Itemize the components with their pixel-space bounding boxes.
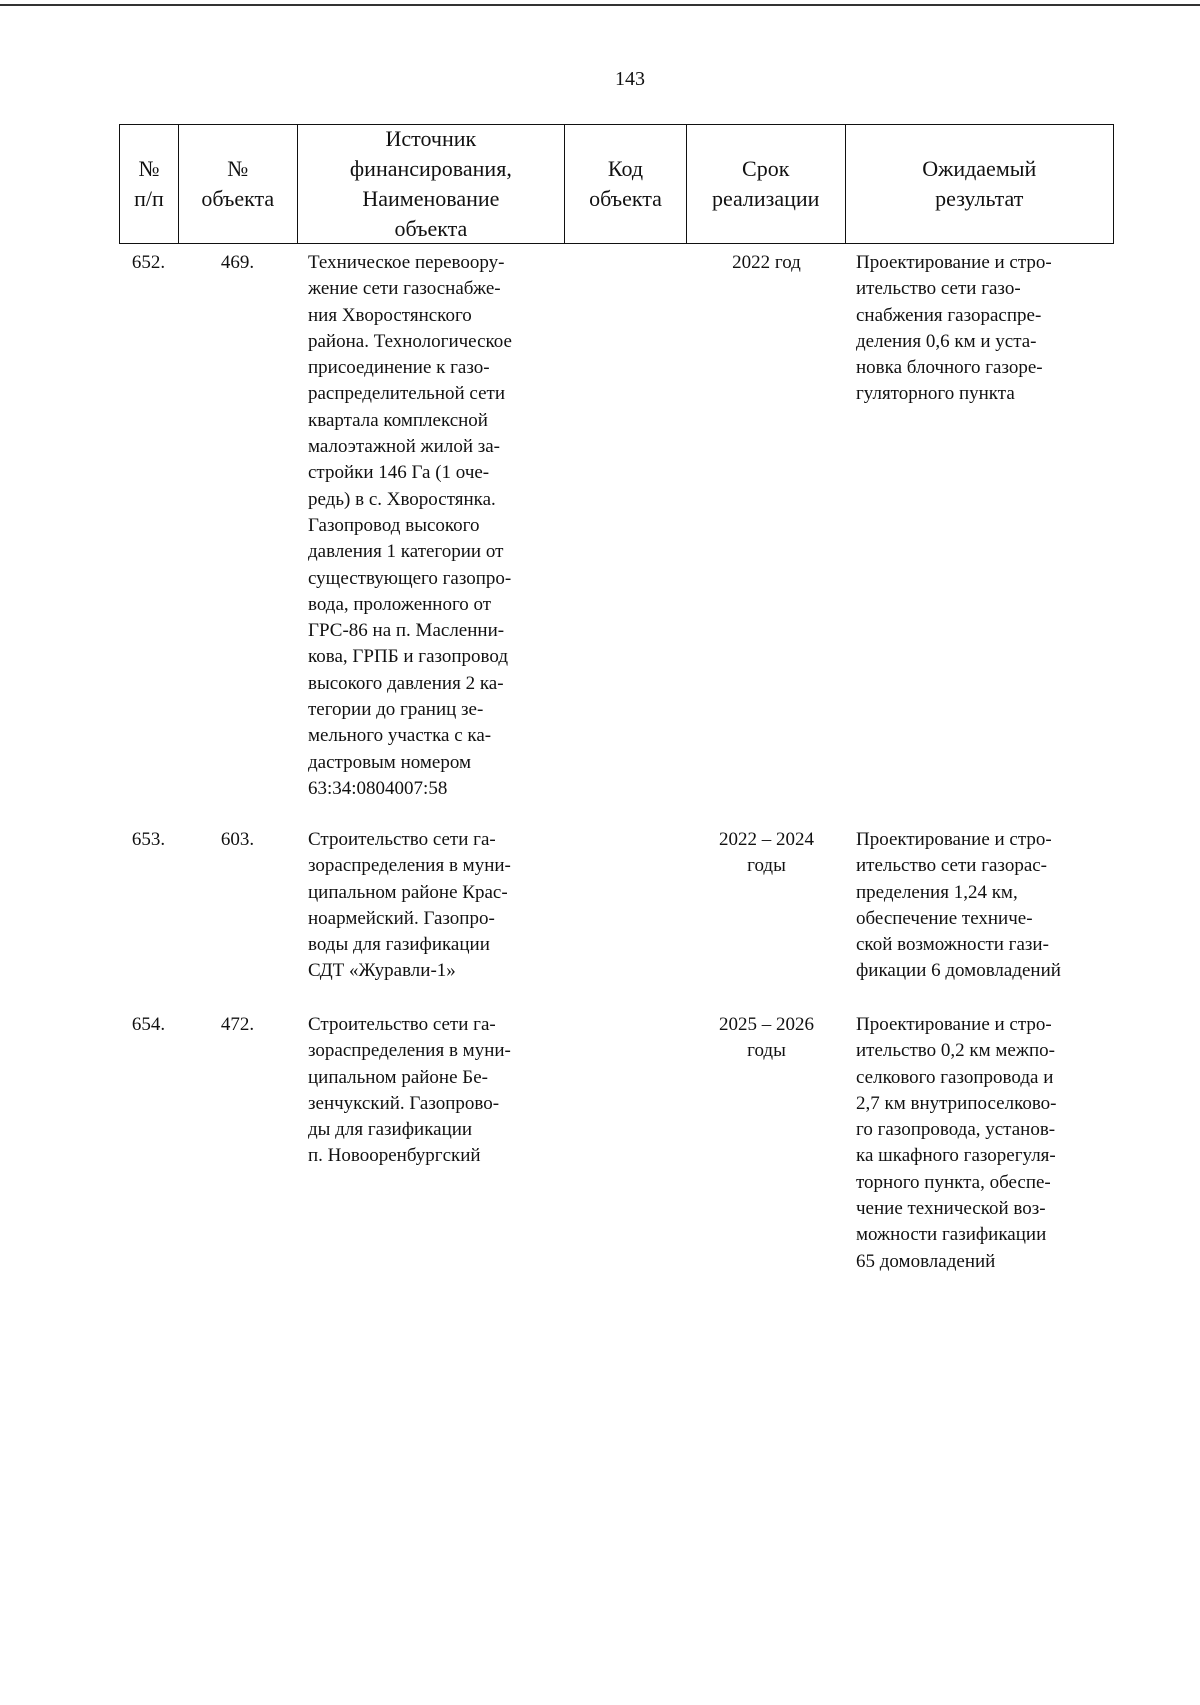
object-description: Строительство сети га- зораспределения в муни- ципальном районе Бе- зенчукский. Газопрово- ды для газификации п. Новооренбургский xyxy=(308,1014,511,1167)
header-object-code: Код объекта xyxy=(565,125,687,243)
expected-result: Проектирование и стро- ительство сети газо- снабжения газораспре- деления 0,6 км и уста- новка блочного газоре- гуляторного пункта xyxy=(856,252,1052,405)
implementation-period: 2025 – 2026 годы xyxy=(719,1014,814,1062)
object-number: 603. xyxy=(220,829,255,850)
object-number: 472. xyxy=(220,1014,255,1035)
header-expected-result: Ожидаемый результат xyxy=(922,156,1037,211)
top-border-line xyxy=(0,4,1200,6)
object-description: Строительство сети га- зораспределения в муни- ципальном районе Крас- ноармейский. Газопро- воды для газификации СДТ «Журавли-1» xyxy=(308,829,511,982)
header-period: Срок реализации xyxy=(687,125,846,243)
object-number: 469. xyxy=(220,252,255,273)
header-row-number: № п/п xyxy=(120,125,179,243)
row-number: 653. xyxy=(131,829,166,850)
table-header xyxy=(119,124,1114,244)
page-number: 143 xyxy=(615,68,645,90)
row-number: 654. xyxy=(131,1014,166,1035)
expected-result: Проектирование и стро- ительство сети газорас- пределения 1,24 км, обеспечение техниче- ской возможности гази- фикации 6 домовладений xyxy=(856,829,1061,982)
header-funding-source: Источник финансирования, Наименование объекта xyxy=(298,125,565,243)
implementation-period: 2022 год xyxy=(732,252,801,273)
object-description: Техническое перевоору- жение сети газоснабже- ния Хворостянского района. Технологическое присоединение к газо- распределительной сети квартала комплексной малоэтажной жилой за- стройки 146 Га (1 оче- редь) в с. Хворостянка. Газопровод высокого давления 1 категории от существующего газопро- вода, проложенного от ГРС-86 на п. Масленни- кова, ГРПБ и газопровод высокого давления 2 ка- тегории до границ зе- мельного участка с ка- дастровым номером 63:34:0804007:58 xyxy=(308,252,512,799)
expected-result: Проектирование и стро- ительство 0,2 км межпо- селкового газопровода и 2,7 км внутрипоселково- го газопровода, установ- ка шкафного газорегуля- торного пункта, обеспе- чение технической воз- можности газификации 65 домовладений xyxy=(856,1014,1057,1272)
row-number: 652. xyxy=(131,252,166,273)
header-object-number: № объекта xyxy=(179,125,298,243)
implementation-period: 2022 – 2024 годы xyxy=(719,829,814,877)
